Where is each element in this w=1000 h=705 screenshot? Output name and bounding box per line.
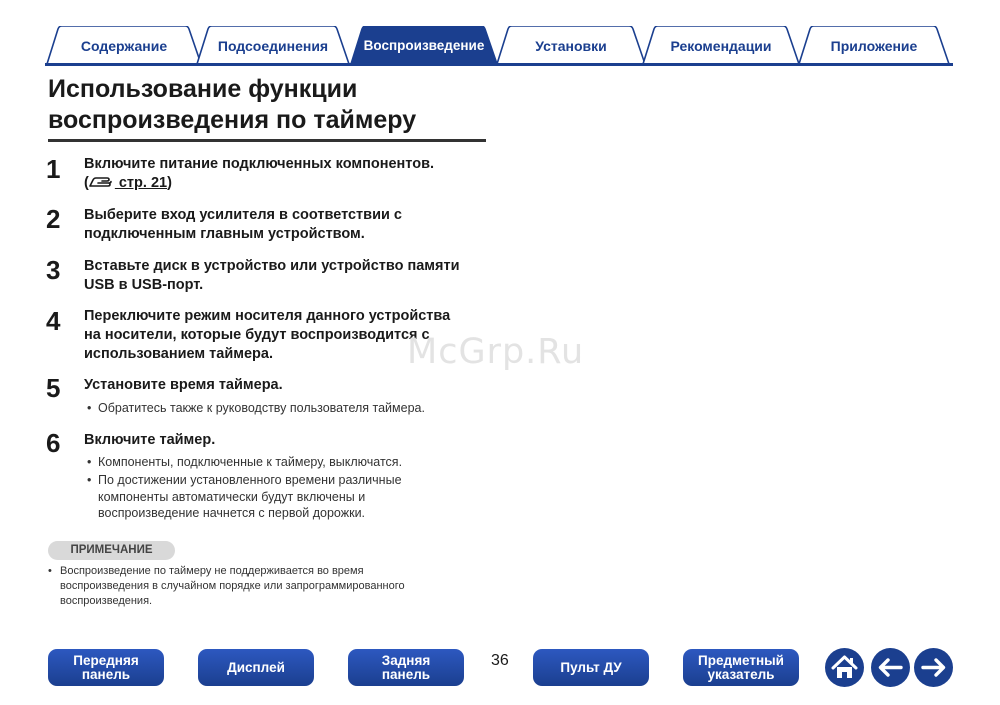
pointing-hand-icon [89, 175, 115, 191]
step-6-text: Включите таймер. [84, 432, 216, 448]
bullet-dot: • [87, 455, 92, 469]
rear-panel-label-1: Задняя [381, 652, 431, 668]
front-panel-label-1: Передняя [73, 652, 139, 668]
title-divider [48, 139, 486, 142]
step-4-line-3: использованием таймера. [84, 346, 273, 362]
front-panel-button[interactable] [48, 649, 164, 686]
tab-settings[interactable]: Установки [535, 38, 607, 54]
step-number: 5 [46, 373, 61, 403]
remote-label: Пульт ДУ [560, 659, 622, 675]
index-label-1: Предметный [698, 652, 784, 668]
ref-open-paren: ( [84, 175, 89, 191]
step-3-line-1: Вставьте диск в устройство или устройство памяти [84, 258, 460, 274]
page-reference-link[interactable]: стр. 21 [114, 175, 168, 191]
tab-connections[interactable]: Подсоединения [217, 38, 329, 54]
back-button[interactable] [871, 648, 910, 687]
step-2-line-1: Выберите вход усилителя в соответствии с [84, 207, 402, 223]
step-4-line-2: на носители, которые будут воспроизводится с [84, 327, 430, 343]
step-number: 2 [46, 204, 61, 234]
watermark: McGrp.Ru [407, 332, 585, 372]
page-title [48, 74, 488, 136]
step-1-line-1: Включите питание подключенных компонентов. [84, 156, 435, 172]
home-button[interactable] [825, 648, 864, 687]
step-3-text [84, 257, 494, 295]
display-button[interactable] [198, 649, 314, 686]
ref-close-paren: ) [167, 175, 172, 191]
bullet-text: По достижении установленного времени различные компоненты автоматически будут включены и воспроизведение начнется с первой дорожки. [98, 473, 402, 520]
bullet-dot: • [87, 401, 92, 415]
list-item [87, 454, 477, 471]
step-2-line-2: подключенным главным устройством. [84, 226, 365, 242]
step-2-text [84, 206, 494, 244]
arrow-left-icon [871, 648, 910, 687]
tab-contents[interactable]: Содержание [80, 38, 168, 54]
step-5-text: Установите время таймера. [84, 377, 283, 393]
step-number: 6 [46, 428, 61, 458]
bullet-dot: • [48, 565, 52, 577]
note-body: Воспроизведение по таймеру не поддерживается во время воспроизведения в случайном порядке или запрограммированного воспроизведения. [60, 565, 405, 607]
step-1-text [84, 155, 494, 193]
tab-underline [45, 63, 953, 66]
step-3-line-2: USB в USB-порт. [84, 277, 204, 293]
bullet-text: Компоненты, подключенные к таймеру, выключатся. [98, 455, 403, 469]
rear-panel-button[interactable] [348, 649, 464, 686]
bullet-dot: • [87, 473, 92, 487]
step-4-line-1: Переключите режим носителя данного устройства [84, 308, 451, 324]
arrow-right-icon [914, 648, 953, 687]
index-label-2: указатель [707, 666, 775, 682]
step-number: 4 [46, 306, 61, 336]
tab-tips[interactable]: Рекомендации [670, 38, 772, 54]
step-number: 3 [46, 255, 61, 285]
remote-control-button[interactable] [533, 649, 649, 686]
page-title-line-1: Использование функции [48, 75, 358, 103]
page-title-line-2: воспроизведения по таймеру [48, 106, 417, 134]
step-number: 1 [46, 154, 61, 184]
note-text [48, 564, 448, 609]
list-item [87, 400, 477, 417]
front-panel-label-2: панель [81, 666, 131, 682]
list-item [87, 472, 447, 522]
page-number: 36 [491, 652, 509, 669]
step-1-reference [84, 174, 494, 193]
rear-panel-label-2: панель [381, 666, 431, 682]
tab-appendix[interactable]: Приложение [830, 38, 918, 54]
section-tabs [45, 26, 953, 66]
display-label: Дисплей [227, 659, 285, 675]
note-badge: ПРИМЕЧАНИЕ [48, 541, 175, 560]
bullet-text: Обратитесь также к руководству пользователя таймера. [98, 401, 425, 415]
home-icon [825, 648, 864, 687]
tab-playback[interactable]: Воспроизведение [363, 38, 485, 53]
forward-button[interactable] [914, 648, 953, 687]
index-button[interactable] [683, 649, 799, 686]
